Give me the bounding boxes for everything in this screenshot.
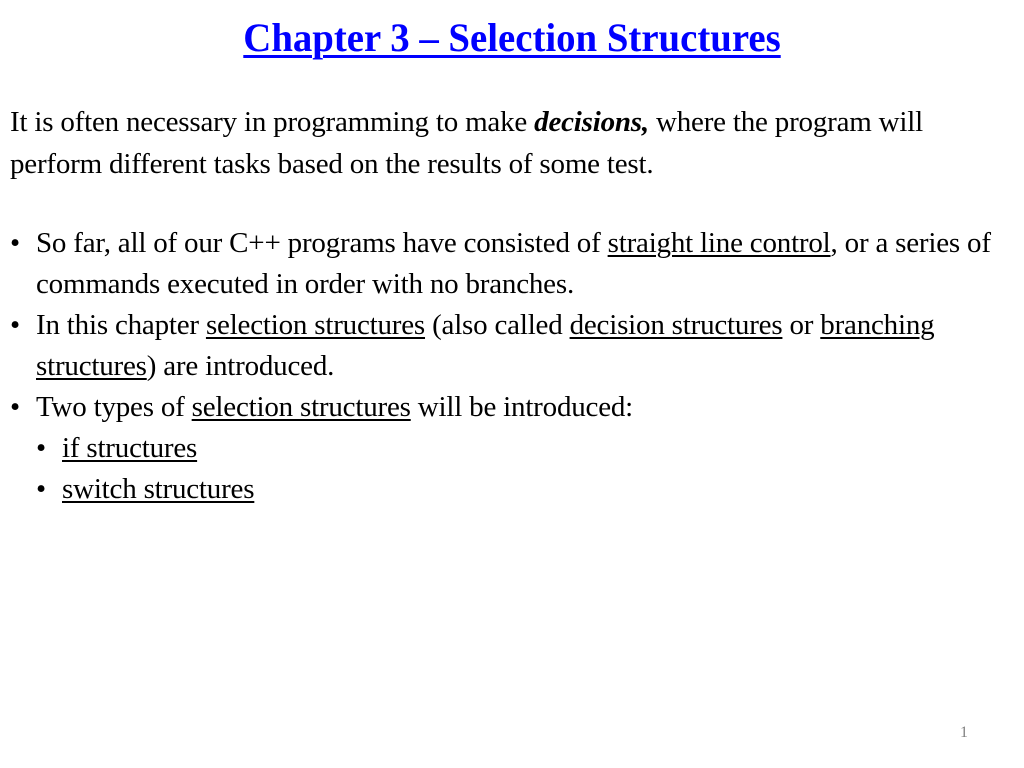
bullet-text: or: [782, 309, 821, 341]
sub-item-switch-structures: [10, 469, 1020, 510]
sub-bullet-list: [10, 428, 1020, 510]
term-switch-structures: switch structures: [62, 473, 255, 505]
slide-title: Chapter 3 – Selection Structures: [243, 15, 781, 60]
bullet-icon: •: [10, 309, 20, 341]
bullet-text: will be introduced:: [410, 391, 634, 423]
page-number: 1: [960, 724, 968, 741]
term-straight-line-control: straight line control: [607, 227, 831, 259]
bullet-text: ) are introduced.: [146, 350, 335, 382]
bullet-item-two-types: [10, 387, 1020, 428]
bullet-text: (also called: [425, 309, 570, 341]
bullet-icon: •: [10, 227, 20, 259]
term-selection-structures: selection structures: [191, 391, 411, 423]
bullet-text: So far, all of our C++ programs have consisted of: [36, 227, 608, 259]
term-selection-structures: selection structures: [205, 309, 426, 341]
bullet-item-straight-line: [10, 223, 1020, 305]
intro-emphasis: decisions,: [534, 106, 649, 138]
bullet-item-selection-structures: [10, 305, 1020, 387]
term-if-structures: if structures: [62, 432, 198, 464]
bullet-text: , or a series of commands executed in order with no branches.: [36, 227, 991, 300]
bullet-text: Two types of: [36, 391, 192, 423]
intro-text-1: It is often necessary in programming to make: [10, 106, 535, 138]
bullet-text: In this chapter: [36, 309, 206, 341]
term-branching-structures: branching structures: [36, 309, 935, 382]
intro-paragraph: [10, 101, 1020, 185]
bullet-icon: •: [36, 473, 46, 505]
bullet-icon: •: [36, 432, 46, 464]
intro-text-2: where the program will perform different tasks based on the results of some test.: [10, 106, 923, 180]
bullet-list: [10, 223, 1020, 428]
sub-item-if-structures: [10, 428, 1020, 469]
term-decision-structures: decision structures: [569, 309, 783, 341]
bullet-icon: •: [10, 391, 20, 423]
